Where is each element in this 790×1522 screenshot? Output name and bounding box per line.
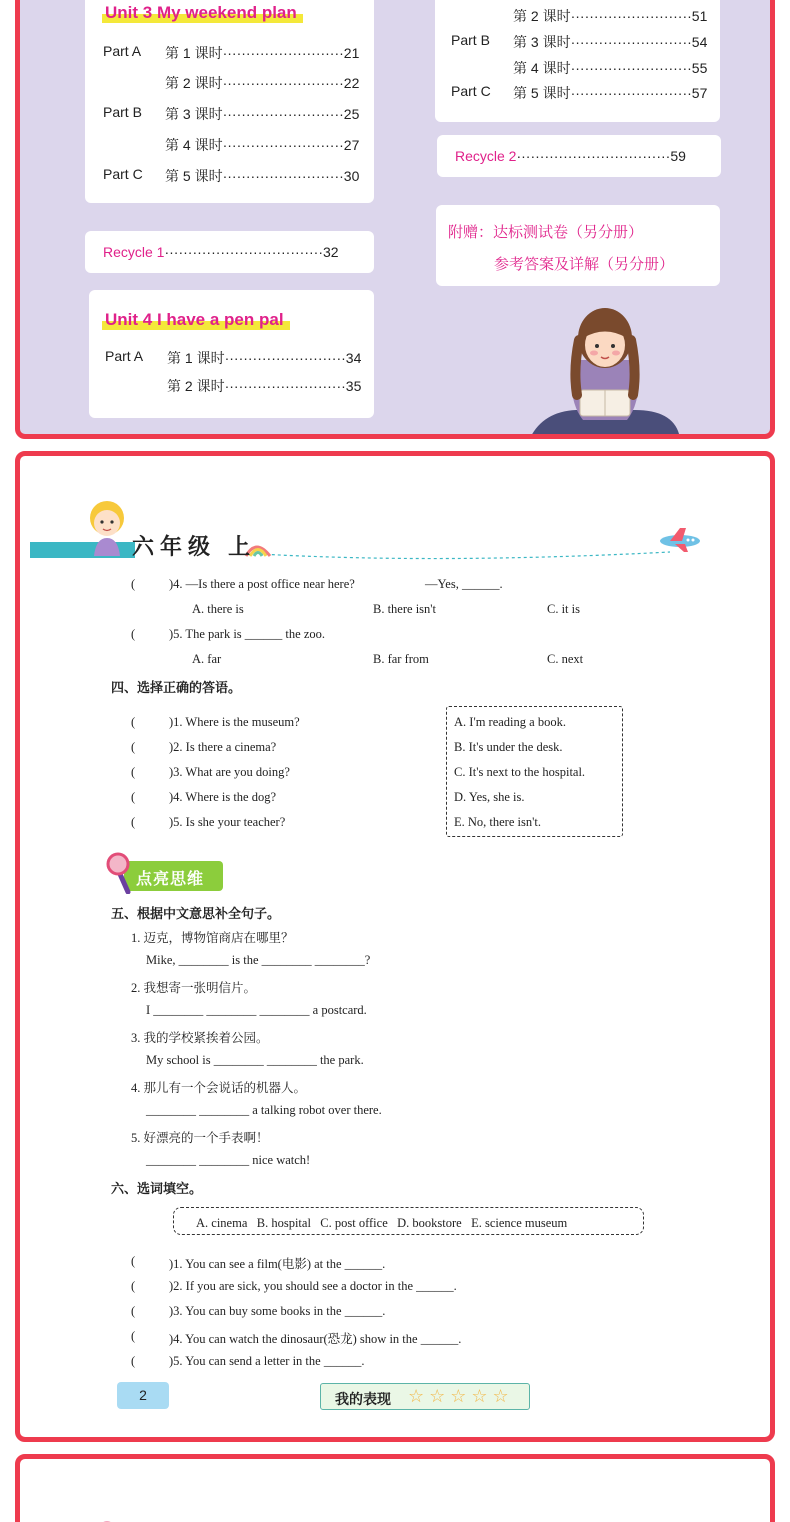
toc-row[interactable]: 第 2 课时··························51 <box>513 8 708 24</box>
toc-part: Part B <box>103 104 142 120</box>
q3-4: )4. —Is there a post office near here? <box>169 577 355 591</box>
grade-title: 六年级 上 <box>132 534 257 559</box>
paren: ( <box>131 577 136 591</box>
performance-box <box>320 1383 530 1410</box>
toc-row[interactable]: 第 3 课时··························54 <box>513 34 708 50</box>
performance-label: 我的表现 <box>335 1391 391 1407</box>
toc-part: Part C <box>451 83 491 99</box>
paren: ( <box>131 715 136 729</box>
q3-4-answer[interactable]: —Yes, ______. <box>425 577 503 591</box>
q6-3: )3. You can buy some books in the ______. <box>169 1304 386 1318</box>
recycle2-page: 59 <box>670 148 686 164</box>
toc-part: Part C <box>103 166 143 182</box>
s5-cn: 3. 我的学校紧挨着公园。 <box>131 1031 269 1045</box>
toc-row[interactable]: 第 2 课时··························35 <box>167 378 362 394</box>
q4-1: )1. Where is the museum? <box>169 715 300 729</box>
unit3-card <box>85 0 374 203</box>
answer-option[interactable]: A. I'm reading a book. <box>454 715 566 729</box>
paren: ( <box>131 1329 136 1343</box>
s5-cn: 4. 那儿有一个会说话的机器人。 <box>131 1081 307 1095</box>
recycle1-label: Recycle 1 <box>103 244 165 260</box>
unit4-card <box>89 290 374 418</box>
q4-5: )5. Is she your teacher? <box>169 815 286 829</box>
paren: ( <box>131 740 136 754</box>
option[interactable]: A. there is <box>192 602 244 616</box>
answer-option[interactable]: B. It's under the desk. <box>454 740 563 754</box>
next-page <box>15 1454 775 1522</box>
q6-1: )1. You can see a film(电影) at the ______. <box>169 1257 386 1271</box>
s5-en[interactable]: My school is ________ ________ the park. <box>146 1053 364 1067</box>
answer-option[interactable]: C. It's next to the hospital. <box>454 765 586 779</box>
recycle2-label: Recycle 2 <box>455 148 517 164</box>
girl-reading-illustration <box>525 290 685 439</box>
option[interactable]: C. it is <box>547 602 580 616</box>
s5-cn: 5. 好漂亮的一个手表啊！ <box>131 1131 269 1145</box>
toc-row[interactable]: 第 5 课时··························30 <box>165 168 360 184</box>
magnifier-icon <box>106 852 138 894</box>
q3-5: )5. The park is ______ the zoo. <box>169 627 325 641</box>
toc-row[interactable]: 第 1 课时··························21 <box>165 45 360 61</box>
gift-line-2: 参考答案及详解（另分册） <box>494 256 675 273</box>
toc-part: Part A <box>105 348 144 364</box>
option[interactable]: A. far <box>192 652 222 666</box>
toc-panel <box>15 0 775 439</box>
toc-part: Part B <box>451 32 490 48</box>
toc-row[interactable]: 第 3 课时··························25 <box>165 106 360 122</box>
section5-title: 五、根据中文意思补全句子。 <box>111 906 281 921</box>
q4-3: )3. What are you doing? <box>169 765 290 779</box>
toc-part: Part A <box>103 43 142 59</box>
paren: ( <box>131 1279 136 1293</box>
toc-row[interactable]: 第 4 课时··························55 <box>513 60 708 76</box>
toc-row[interactable]: 第 5 课时··························57 <box>513 85 708 101</box>
page-number: 2 <box>117 1382 169 1409</box>
s5-en[interactable]: Mike, ________ is the ________ ________? <box>146 953 371 967</box>
s5-cn: 2. 我想寄一张明信片。 <box>131 981 257 995</box>
gift-line-1: 附赠：达标测试卷（另分册） <box>448 224 644 241</box>
q4-2: )2. Is there a cinema? <box>169 740 277 754</box>
s5-en[interactable]: ________ ________ nice watch! <box>146 1153 311 1167</box>
boy-avatar <box>86 498 128 556</box>
q6-2: )2. If you are sick, you should see a doctor in the ______. <box>169 1279 457 1293</box>
s5-cn: 1. 迈克，博物馆商店在哪里？ <box>131 931 294 945</box>
unit-right-card <box>435 0 720 122</box>
s5-en[interactable]: I ________ ________ ________ a postcard. <box>146 1003 367 1017</box>
gift-card <box>436 205 720 286</box>
answer-option[interactable]: E. No, there isn't. <box>454 815 541 829</box>
paren: ( <box>131 1354 136 1368</box>
recycle2-card[interactable]: Recycle 2·································59 <box>437 135 721 177</box>
q6-4: )4. You can watch the dinosaur(恐龙) show in the ______. <box>169 1332 462 1346</box>
recycle1-page: 32 <box>322 244 339 260</box>
option[interactable]: B. far from <box>373 652 429 666</box>
toc-row[interactable]: 第 4 课时··························27 <box>165 137 360 153</box>
paren: ( <box>131 790 136 804</box>
paren: ( <box>131 765 136 779</box>
option[interactable]: C. next <box>547 652 584 666</box>
paren: ( <box>131 1254 136 1268</box>
exercise-page <box>15 451 775 1442</box>
s5-en[interactable]: ________ ________ a talking robot over there. <box>146 1103 382 1117</box>
recycle1-card[interactable]: Recycle 1··································32 <box>85 231 374 273</box>
thinking-badge-label: 点亮思维 <box>136 871 205 888</box>
option[interactable]: B. there isn't <box>373 602 437 616</box>
q6-5: )5. You can send a letter in the ______. <box>169 1354 365 1368</box>
paren: ( <box>131 627 136 641</box>
toc-row[interactable]: 第 2 课时··························22 <box>165 75 360 91</box>
section4-title: 四、选择正确的答语。 <box>111 680 242 695</box>
section6-title: 六、选词填空。 <box>111 1181 203 1196</box>
rating-stars[interactable]: ☆ ☆ ☆ ☆ ☆ <box>408 1386 509 1406</box>
unit3-title: Unit 3 My weekend plan <box>105 3 297 23</box>
paren: ( <box>131 1304 136 1318</box>
q4-4: )4. Where is the dog? <box>169 790 277 804</box>
answer-option[interactable]: D. Yes, she is. <box>454 790 525 804</box>
toc-row[interactable]: 第 1 课时··························34 <box>167 350 362 366</box>
unit4-title: Unit 4 I have a pen pal <box>105 310 284 330</box>
word-bank: A. cinema B. hospital C. post office D. bookstore E. science museum <box>196 1216 568 1230</box>
paren: ( <box>131 815 136 829</box>
